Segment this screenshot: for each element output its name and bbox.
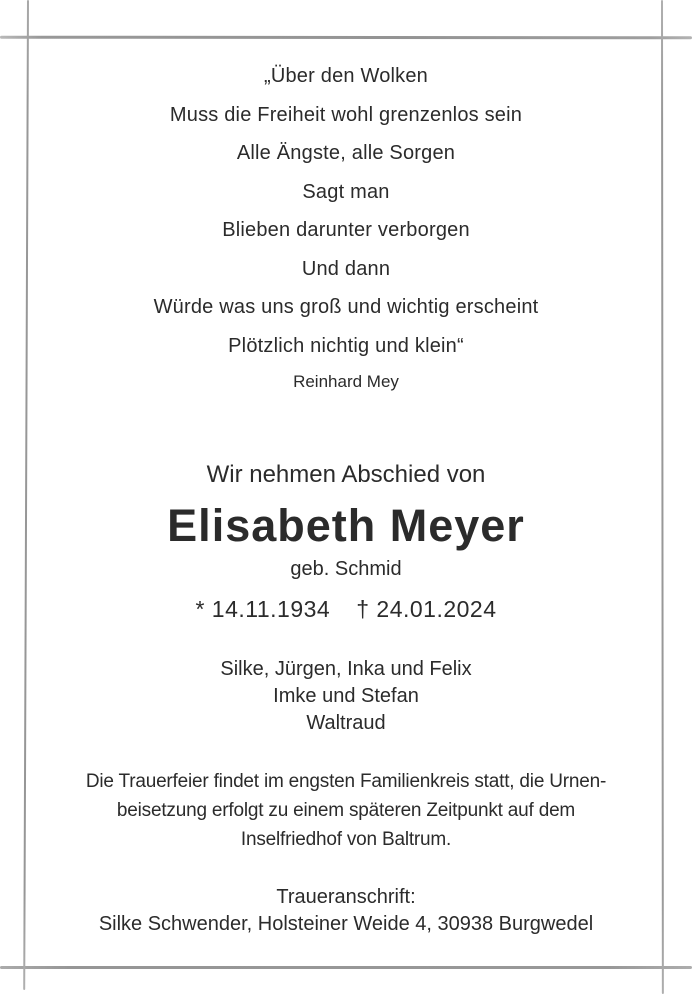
frame-line-bottom	[0, 966, 692, 969]
mourning-address-value: Silke Schwender, Holsteiner Weide 4, 30938 Burgwedel	[98, 913, 594, 935]
death-date: † 24.01.2024	[356, 596, 497, 622]
poem-line: „Über den Wolken	[263, 65, 429, 87]
funeral-info-line: Die Trauerfeier findet im engsten Familienkreis statt, die Urnen-	[85, 771, 607, 792]
birth-date: * 14.11.1934	[195, 596, 331, 622]
poem-line: Alle Ängste, alle Sorgen	[236, 142, 456, 164]
mourners-line: Waltraud	[306, 712, 386, 734]
poem-attribution: Reinhard Mey	[293, 372, 399, 391]
poem-line: Blieben darunter verborgen	[222, 219, 470, 241]
mourning-address	[0, 884, 692, 938]
poem-line: Muss die Freiheit wohl grenzenlos sein	[169, 103, 523, 126]
mourners	[0, 656, 692, 737]
funeral-info-line: Inselfriedhof von Baltrum.	[240, 829, 452, 850]
mourners-line: Silke, Jürgen, Inka und Felix	[220, 658, 472, 680]
funeral-info	[0, 767, 692, 854]
poem-line: Plötzlich nichtig und klein“	[228, 334, 464, 357]
mourners-line: Imke und Stefan	[273, 685, 419, 707]
poem-line: Und dann	[301, 257, 391, 280]
announcement	[0, 460, 692, 624]
poem	[0, 57, 692, 365]
life-dates	[0, 594, 692, 624]
farewell-intro: Wir nehmen Abschied von	[206, 461, 486, 488]
poem-line: Sagt man	[302, 180, 390, 203]
funeral-info-line: beisetzung erfolgt zu einem späteren Zeitpunkt auf dem	[116, 800, 576, 821]
maiden-name: geb. Schmid	[290, 558, 402, 580]
poem-line: Würde was uns groß und wichtig erscheint	[153, 296, 539, 318]
mourning-address-label: Traueranschrift:	[276, 886, 416, 908]
deceased-name: Elisabeth Meyer	[167, 500, 525, 551]
